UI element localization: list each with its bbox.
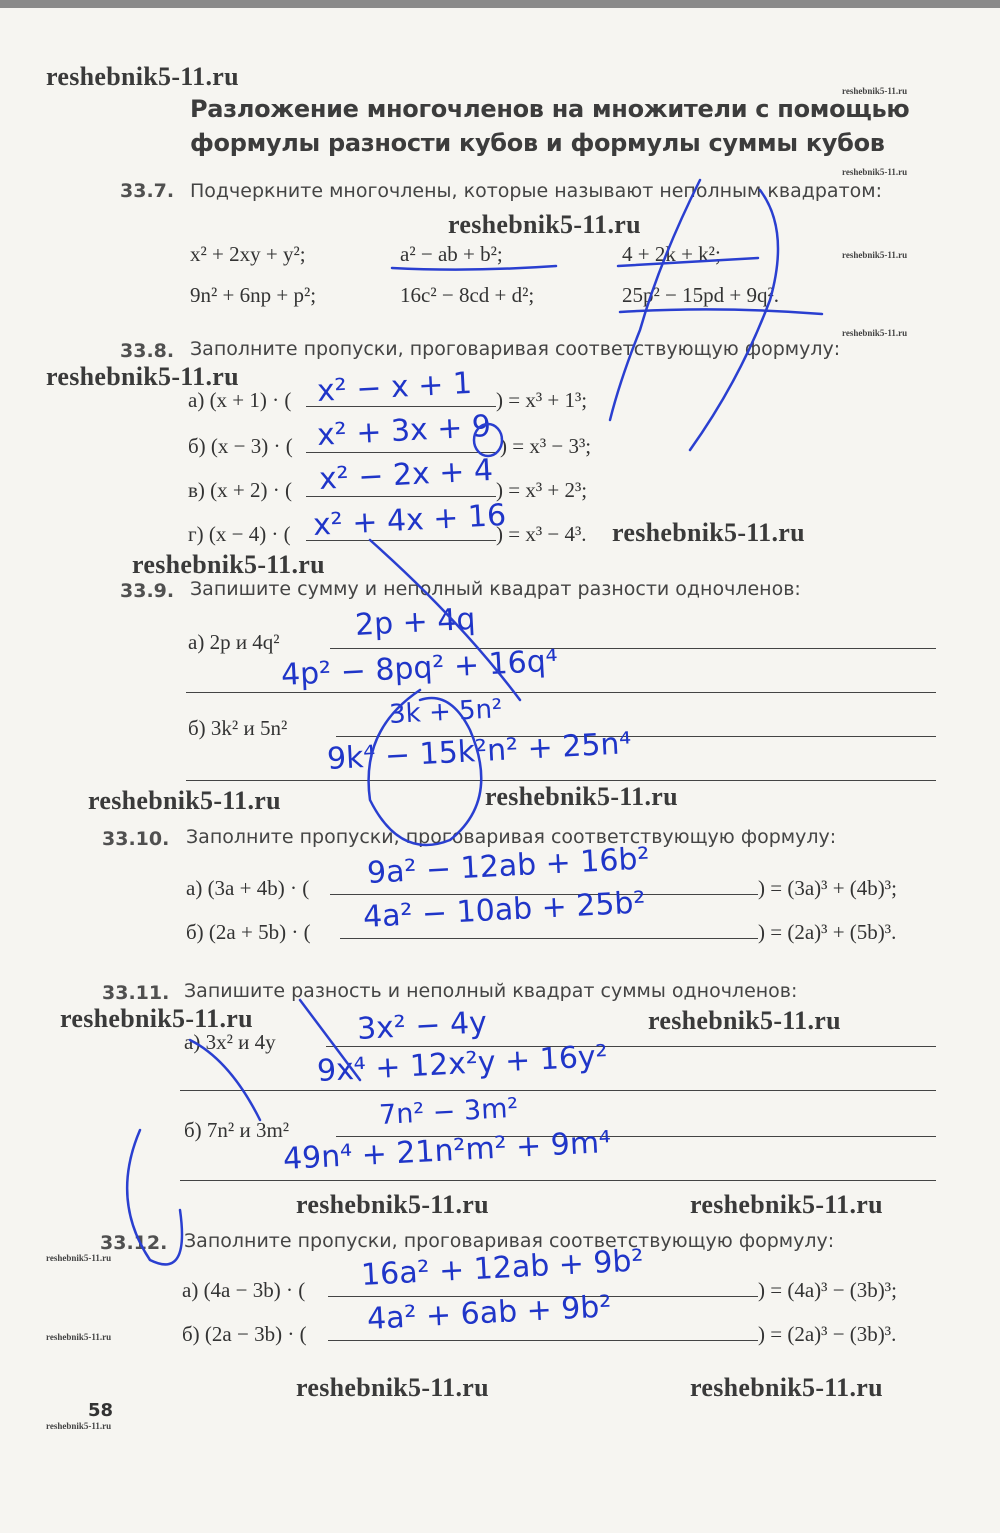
polynomial: 25p² − 15pd + 9q². <box>622 283 780 307</box>
row-right: ) = (2a)³ − (3b)³. <box>758 1322 897 1346</box>
underline-stroke <box>618 258 758 266</box>
watermark: reshebnik5-11.ru <box>485 782 678 811</box>
handwritten-answer: 3k + 5n² <box>388 694 504 730</box>
handwritten-answer: x² + 4x + 16 <box>312 497 507 543</box>
watermark: reshebnik5-11.ru <box>612 518 805 547</box>
loop-stroke <box>369 690 482 845</box>
row-left: а) (3a + 4b) · ( <box>186 876 310 900</box>
handwritten-answer: 16a² + 12ab + 9b² <box>360 1243 645 1293</box>
watermark: reshebnik5-11.ru <box>296 1190 489 1219</box>
watermark: reshebnik5-11.ru <box>648 1006 841 1035</box>
row-left: б) (x − 3) · ( <box>188 434 293 458</box>
handwritten-answer: 4a² + 6ab + 9b² <box>366 1289 613 1337</box>
polynomial: a² − ab + b²; <box>400 242 503 266</box>
row-left: б) (2a − 3b) · ( <box>182 1322 307 1346</box>
watermark-small: reshebnik5-11.ru <box>46 1253 112 1263</box>
page-number: 58 <box>88 1400 114 1421</box>
polynomial: 4 + 2k + k²; <box>622 242 721 266</box>
loop-stroke <box>127 1130 182 1264</box>
item-label: а) 2p и 4q² <box>188 630 280 654</box>
exercise-number: 33.9. <box>120 580 175 602</box>
watermark-small: reshebnik5-11.ru <box>842 250 908 260</box>
watermark: reshebnik5-11.ru <box>690 1190 883 1219</box>
item-label: а) 3x² и 4y <box>184 1030 276 1054</box>
watermark: reshebnik5-11.ru <box>88 786 281 815</box>
exercise-number: 33.11. <box>102 982 170 1004</box>
row-right: ) = (4a)³ − (3b)³; <box>758 1278 897 1302</box>
exercise-text: Заполните пропуски, проговаривая соответствующую формулу: <box>186 826 837 848</box>
watermark-small: reshebnik5-11.ru <box>46 1332 112 1342</box>
row-right: ) = (2a)³ + (5b)³. <box>758 920 897 944</box>
watermark: reshebnik5-11.ru <box>132 550 325 579</box>
exercise-number: 33.10. <box>102 828 170 850</box>
watermark-small: reshebnik5-11.ru <box>842 167 908 177</box>
polynomial: 9n² + 6np + p²; <box>190 283 317 307</box>
check-stroke <box>690 190 778 450</box>
row-right: ) = x³ + 2³; <box>496 478 588 502</box>
underline-stroke <box>392 266 556 270</box>
watermark-small: reshebnik5-11.ru <box>842 328 908 338</box>
exercise-text: Заполните пропуски, проговаривая соответствующую формулу: <box>190 338 841 360</box>
circle-stroke <box>474 424 502 456</box>
watermark: reshebnik5-11.ru <box>296 1373 489 1402</box>
watermark: reshebnik5-11.ru <box>60 1004 253 1033</box>
row-left: а) (4a − 3b) · ( <box>182 1278 306 1302</box>
watermark-small: reshebnik5-11.ru <box>46 1421 112 1431</box>
handwritten-answer: x² − x + 1 <box>316 365 473 409</box>
exercise-text: Запишите сумму и неполный квадрат разности одночленов: <box>190 578 801 600</box>
handwritten-answer: 4p² − 8pq² + 16q⁴ <box>280 643 559 693</box>
exercise-text: Запишите разность и неполный квадрат суммы одночленов: <box>184 980 798 1002</box>
check-stroke <box>610 180 700 420</box>
check-stroke <box>300 1000 360 1080</box>
watermark: reshebnik5-11.ru <box>46 362 239 391</box>
exercise-number: 33.8. <box>120 340 175 362</box>
row-right: ) = x³ − 4³. <box>496 522 587 546</box>
underline-stroke <box>620 309 822 314</box>
handwritten-answer: 9k⁴ − 15k²n² + 25n⁴ <box>326 726 633 777</box>
row-left: б) (2a + 5b) · ( <box>186 920 311 944</box>
watermark: reshebnik5-11.ru <box>690 1373 883 1402</box>
handwritten-answer: 9x⁴ + 12x²y + 16y² <box>316 1038 609 1089</box>
section-title: Разложение многочленов на множители с помощью формулы разности кубов и формулы суммы кубов <box>190 95 910 157</box>
handwritten-answer: 9a² − 12ab + 16b² <box>366 841 651 891</box>
handwritten-answer: x² + 3x + 9 <box>316 408 492 453</box>
polynomial: x² + 2xy + y²; <box>190 242 306 266</box>
handwritten-answer: 49n⁴ + 21n²m² + 9m⁴ <box>282 1124 612 1177</box>
item-label: б) 3k² и 5n² <box>188 716 288 740</box>
item-label: б) 7n² и 3m² <box>184 1118 290 1142</box>
handwritten-answer: 4a² − 10ab + 25b² <box>362 885 647 935</box>
row-left: в) (x + 2) · ( <box>188 478 292 502</box>
row-right: ) = x³ − 3³; <box>500 434 592 458</box>
exercise-number: 33.7. <box>120 180 175 202</box>
exercise-text: Заполните пропуски, проговаривая соответствующую формулу: <box>184 1230 835 1252</box>
handwritten-answer: x² − 2x + 4 <box>318 452 494 497</box>
row-left: г) (x − 4) · ( <box>188 522 291 546</box>
watermark: reshebnik5-11.ru <box>448 210 641 239</box>
polynomial: 16c² − 8cd + d²; <box>400 283 535 307</box>
handwritten-answer: 3x² − 4y <box>356 1005 488 1047</box>
watermark-small: reshebnik5-11.ru <box>842 86 908 96</box>
row-left: а) (x + 1) · ( <box>188 388 292 412</box>
handwritten-answer: 7n² − 3m² <box>378 1092 520 1131</box>
exercise-text: Подчеркните многочлены, которые называют неполным квадратом: <box>190 180 882 202</box>
exercise-number: 33.12. <box>100 1232 168 1254</box>
watermark: reshebnik5-11.ru <box>46 62 239 91</box>
handwritten-answer: 2p + 4q <box>354 601 477 643</box>
row-right: ) = x³ + 1³; <box>496 388 588 412</box>
row-right: ) = (3a)³ + (4b)³; <box>758 876 897 900</box>
check-stroke <box>370 540 520 700</box>
check-stroke <box>190 1040 260 1120</box>
